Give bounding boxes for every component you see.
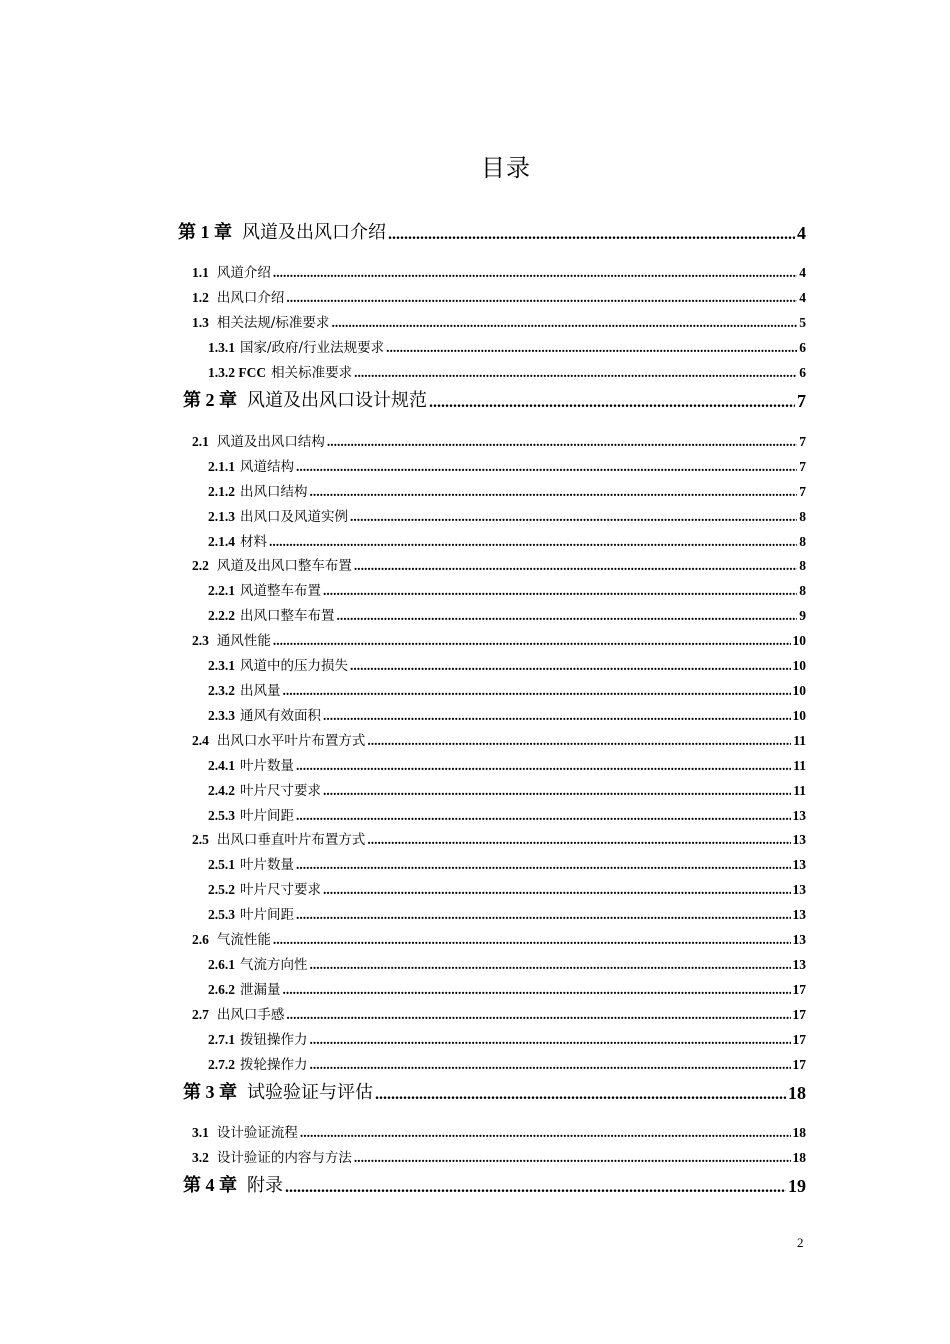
toc-entry-title: 风道中的压力损失 xyxy=(240,658,348,674)
toc-entry-page: 8 xyxy=(799,509,806,524)
toc-dot-leader xyxy=(327,434,797,450)
toc-section-entry[interactable] xyxy=(192,930,806,948)
toc-entry-number: 2.5.3 xyxy=(208,907,235,922)
toc-section-entry[interactable] xyxy=(192,263,806,281)
toc-entry-page: 9 xyxy=(799,608,806,623)
toc-entry-page: 5 xyxy=(799,315,806,330)
toc-section-entry[interactable] xyxy=(192,1005,806,1023)
toc-dot-leader xyxy=(283,683,791,699)
toc-entry-title: 风道介绍 xyxy=(216,265,271,281)
toc-entry-number: 2.3.1 xyxy=(208,658,235,673)
toc-entry-number: 2.7.1 xyxy=(208,1032,235,1047)
toc-entry-title: 拨钮操作力 xyxy=(240,1032,308,1048)
toc-entry-title: 风道结构 xyxy=(240,459,294,475)
toc-dot-leader xyxy=(296,907,791,923)
toc-section-entry[interactable] xyxy=(208,681,806,699)
toc-entry-number: 2.4 xyxy=(192,733,209,748)
toc-entry-title: 出风量 xyxy=(240,683,281,699)
toc-entry-number: 2.3 xyxy=(192,633,209,648)
toc-entry-number: 第 4 章 xyxy=(183,1175,237,1195)
toc-dot-leader xyxy=(331,315,797,331)
toc-entry-title: 设计验证流程 xyxy=(216,1125,298,1141)
toc-entry-page: 13 xyxy=(792,808,806,823)
toc-entry-title: 风道及出风口介绍 xyxy=(242,222,386,243)
toc-entry-title: 气流方向性 xyxy=(240,957,308,973)
toc-entry-number: 2.6.2 xyxy=(208,982,235,997)
toc-entry-page: 13 xyxy=(792,857,806,872)
toc-dot-leader xyxy=(296,758,791,774)
toc-entry-title: 叶片间距 xyxy=(240,907,294,923)
toc-entry-page: 17 xyxy=(792,1057,806,1072)
toc-section-entry[interactable] xyxy=(208,363,806,381)
toc-section-entry[interactable] xyxy=(208,606,806,624)
toc-entry-number: 3.2 xyxy=(192,1150,209,1165)
toc-entry-number: 2.3.3 xyxy=(208,708,235,723)
toc-entry-page: 13 xyxy=(792,932,806,947)
toc-entry-number: 第 3 章 xyxy=(183,1082,237,1102)
toc-entry-page: 7 xyxy=(797,391,806,411)
toc-section-entry[interactable] xyxy=(208,532,806,550)
toc-entry-title: 出风口结构 xyxy=(240,484,308,500)
toc-entry-title: 叶片数量 xyxy=(240,758,294,774)
toc-entry-number: 1.3.1 xyxy=(208,340,235,355)
toc-entry-title: 出风口及风道实例 xyxy=(240,509,348,525)
toc-entry-title: 风道及出风口设计规范 xyxy=(247,390,427,411)
toc-entry-page: 19 xyxy=(788,1176,806,1196)
toc-section-entry[interactable] xyxy=(208,756,806,774)
toc-entry-title: 出风口手感 xyxy=(216,1007,285,1023)
toc-section-entry[interactable] xyxy=(192,830,806,848)
toc-entry-title: 泄漏量 xyxy=(240,982,281,998)
toc-dot-leader xyxy=(323,783,791,799)
toc-entry-number: 2.5.3 xyxy=(208,808,235,823)
toc-section-entry[interactable] xyxy=(208,656,806,674)
toc-entry-title: 叶片尺寸要求 xyxy=(240,882,321,898)
toc-chapter-entry[interactable] xyxy=(183,388,806,412)
toc-section-entry[interactable] xyxy=(208,1055,806,1073)
toc-entry-number: 2.4.2 xyxy=(208,783,235,798)
toc-dot-leader xyxy=(386,340,797,356)
toc-entry-number: 2.6 xyxy=(192,932,209,947)
toc-dot-leader xyxy=(283,982,791,998)
toc-entry-page: 13 xyxy=(792,832,806,847)
toc-entry-number: 1.2 xyxy=(192,290,209,305)
toc-dot-leader xyxy=(323,583,797,599)
toc-entry-page: 10 xyxy=(792,683,806,698)
toc-dot-leader xyxy=(375,1086,786,1104)
toc-entry-title: 通风性能 xyxy=(216,633,271,649)
toc-entry-page: 8 xyxy=(799,558,806,573)
toc-entry-number: 2.2 xyxy=(192,558,209,573)
toc-section-entry[interactable] xyxy=(208,880,806,898)
toc-chapter-entry[interactable] xyxy=(183,1173,806,1197)
toc-entry-number: 2.5.2 xyxy=(208,882,235,897)
toc-entry-page: 6 xyxy=(799,365,806,380)
toc-entry-page: 10 xyxy=(792,633,806,648)
toc-dot-leader xyxy=(310,484,798,500)
toc-entry-page: 17 xyxy=(792,1032,806,1047)
toc-entry-page: 13 xyxy=(792,957,806,972)
toc-dot-leader xyxy=(354,365,797,381)
toc-dot-leader xyxy=(354,558,797,574)
toc-entry-number: 2.2.1 xyxy=(208,583,235,598)
toc-entry-page: 4 xyxy=(797,223,806,243)
toc-entry-page: 4 xyxy=(799,290,806,305)
toc-entry-title: 叶片尺寸要求 xyxy=(240,783,321,799)
toc-dot-leader xyxy=(273,932,791,948)
toc-dot-leader xyxy=(273,633,791,649)
toc-entry-page: 17 xyxy=(792,982,806,997)
toc-dot-leader xyxy=(367,733,791,749)
toc-dot-leader xyxy=(323,708,791,724)
toc-section-entry[interactable] xyxy=(192,432,806,450)
toc-entry-page: 11 xyxy=(793,758,806,773)
toc-entry-page: 6 xyxy=(799,340,806,355)
toc-section-entry[interactable] xyxy=(208,706,806,724)
toc-section-entry[interactable] xyxy=(192,1123,806,1141)
toc-section-entry[interactable] xyxy=(192,631,806,649)
toc-entry-page: 7 xyxy=(799,459,806,474)
toc-entry-number: 3.1 xyxy=(192,1125,209,1140)
toc-entry-title: 试验验证与评估 xyxy=(247,1082,373,1103)
toc-dot-leader xyxy=(269,534,797,550)
toc-entry-title: 国家/政府/行业法规要求 xyxy=(240,340,385,356)
toc-entry-title: 风道整车布置 xyxy=(240,583,321,599)
toc-entry-number: 2.1.3 xyxy=(208,509,235,524)
toc-entry-page: 18 xyxy=(792,1125,806,1140)
toc-dot-leader xyxy=(323,882,791,898)
toc-dot-leader xyxy=(350,658,791,674)
toc-section-entry[interactable] xyxy=(208,1030,806,1048)
toc-entry-page: 18 xyxy=(792,1150,806,1165)
toc-dot-leader xyxy=(296,808,791,824)
toc-section-entry[interactable] xyxy=(208,806,806,824)
page-number: 2 xyxy=(797,1235,804,1250)
toc-section-entry[interactable] xyxy=(208,482,806,500)
toc-entry-title: 相关标准要求 xyxy=(271,365,353,381)
toc-section-entry[interactable] xyxy=(192,731,806,749)
toc-section-entry[interactable] xyxy=(208,980,806,998)
toc-chapter-entry[interactable] xyxy=(178,220,806,244)
toc-entry-title: 风道及出风口结构 xyxy=(216,434,325,450)
toc-entry-page: 13 xyxy=(792,882,806,897)
toc-entry-number: 2.7 xyxy=(192,1007,209,1022)
toc-entry-number: 2.7.2 xyxy=(208,1057,235,1072)
toc-entry-page: 11 xyxy=(793,733,806,748)
toc-entry-page: 7 xyxy=(799,484,806,499)
toc-chapter-entry[interactable] xyxy=(183,1080,806,1104)
toc-entry-number: 2.1.2 xyxy=(208,484,235,499)
toc-section-entry[interactable] xyxy=(192,313,806,331)
toc-dot-leader xyxy=(388,226,795,244)
toc-entry-page: 8 xyxy=(799,583,806,598)
toc-entry-number: 2.4.1 xyxy=(208,758,235,773)
toc-entry-page: 7 xyxy=(799,434,806,449)
toc-entry-number: 1.1 xyxy=(192,265,209,280)
page-title: 目录 xyxy=(481,154,531,182)
toc-dot-leader xyxy=(300,1125,791,1141)
toc-entry-title: 气流性能 xyxy=(216,932,271,948)
toc-entry-title: 出风口介绍 xyxy=(216,290,285,306)
toc-dot-leader xyxy=(367,832,790,848)
toc-dot-leader xyxy=(350,509,797,525)
toc-section-entry[interactable] xyxy=(208,955,806,973)
toc-entry-page: 17 xyxy=(792,1007,806,1022)
toc-entry-title: 叶片间距 xyxy=(240,808,294,824)
toc-entry-page: 13 xyxy=(792,907,806,922)
toc-section-entry[interactable] xyxy=(208,338,806,356)
toc-section-entry[interactable] xyxy=(192,1148,806,1166)
toc-entry-number: 第 1 章 xyxy=(178,222,232,242)
toc-entry-number: 2.1.1 xyxy=(208,459,235,474)
toc-entry-number: 2.1 xyxy=(192,434,209,449)
toc-section-entry[interactable] xyxy=(208,905,806,923)
toc-dot-leader xyxy=(285,1179,786,1197)
toc-entry-title: 叶片数量 xyxy=(240,857,294,873)
toc-entry-title: 相关法规/标准要求 xyxy=(216,315,330,331)
toc-entry-title: 风道及出风口整车布置 xyxy=(216,558,352,574)
toc-entry-number: 1.3.2 FCC xyxy=(208,365,267,380)
toc-entry-page: 11 xyxy=(793,783,806,798)
toc-dot-leader xyxy=(286,290,797,306)
toc-entry-title: 材料 xyxy=(240,534,267,550)
toc-entry-page: 10 xyxy=(792,708,806,723)
toc-entry-number: 1.3 xyxy=(192,315,209,330)
toc-section-entry[interactable] xyxy=(208,781,806,799)
toc-section-entry[interactable] xyxy=(192,556,806,574)
toc-dot-leader xyxy=(337,608,798,624)
toc-entry-number: 2.5.1 xyxy=(208,857,235,872)
toc-dot-leader xyxy=(310,1057,791,1073)
toc-entry-number: 2.1.4 xyxy=(208,534,235,549)
toc-entry-title: 出风口水平叶片布置方式 xyxy=(216,733,366,749)
toc-entry-page: 10 xyxy=(792,658,806,673)
toc-entry-number: 2.5 xyxy=(192,832,209,847)
toc-section-entry[interactable] xyxy=(208,507,806,525)
toc-dot-leader xyxy=(429,394,795,412)
toc-entry-title: 通风有效面积 xyxy=(240,708,321,724)
toc-entry-number: 2.3.2 xyxy=(208,683,235,698)
toc-entry-page: 8 xyxy=(799,534,806,549)
toc-dot-leader xyxy=(354,1150,791,1166)
toc-dot-leader xyxy=(273,265,797,281)
toc-entry-number: 2.2.2 xyxy=(208,608,235,623)
toc-dot-leader xyxy=(310,1032,791,1048)
toc-entry-title: 出风口垂直叶片布置方式 xyxy=(216,832,366,848)
toc-dot-leader xyxy=(296,857,791,873)
toc-entry-number: 第 2 章 xyxy=(183,390,237,410)
toc-entry-page: 18 xyxy=(788,1083,806,1103)
toc-entry-page: 4 xyxy=(799,265,806,280)
toc-section-entry[interactable] xyxy=(208,581,806,599)
toc-entry-title: 设计验证的内容与方法 xyxy=(216,1150,352,1166)
toc-entry-title: 拨轮操作力 xyxy=(240,1057,308,1073)
toc-section-entry[interactable] xyxy=(192,288,806,306)
toc-entry-title: 附录 xyxy=(247,1175,283,1196)
toc-dot-leader xyxy=(310,957,791,973)
toc-section-entry[interactable] xyxy=(208,457,806,475)
toc-entry-number: 2.6.1 xyxy=(208,957,235,972)
toc-section-entry[interactable] xyxy=(208,855,806,873)
toc-dot-leader xyxy=(286,1007,790,1023)
toc-dot-leader xyxy=(296,459,797,475)
toc-entry-title: 出风口整车布置 xyxy=(240,608,335,624)
